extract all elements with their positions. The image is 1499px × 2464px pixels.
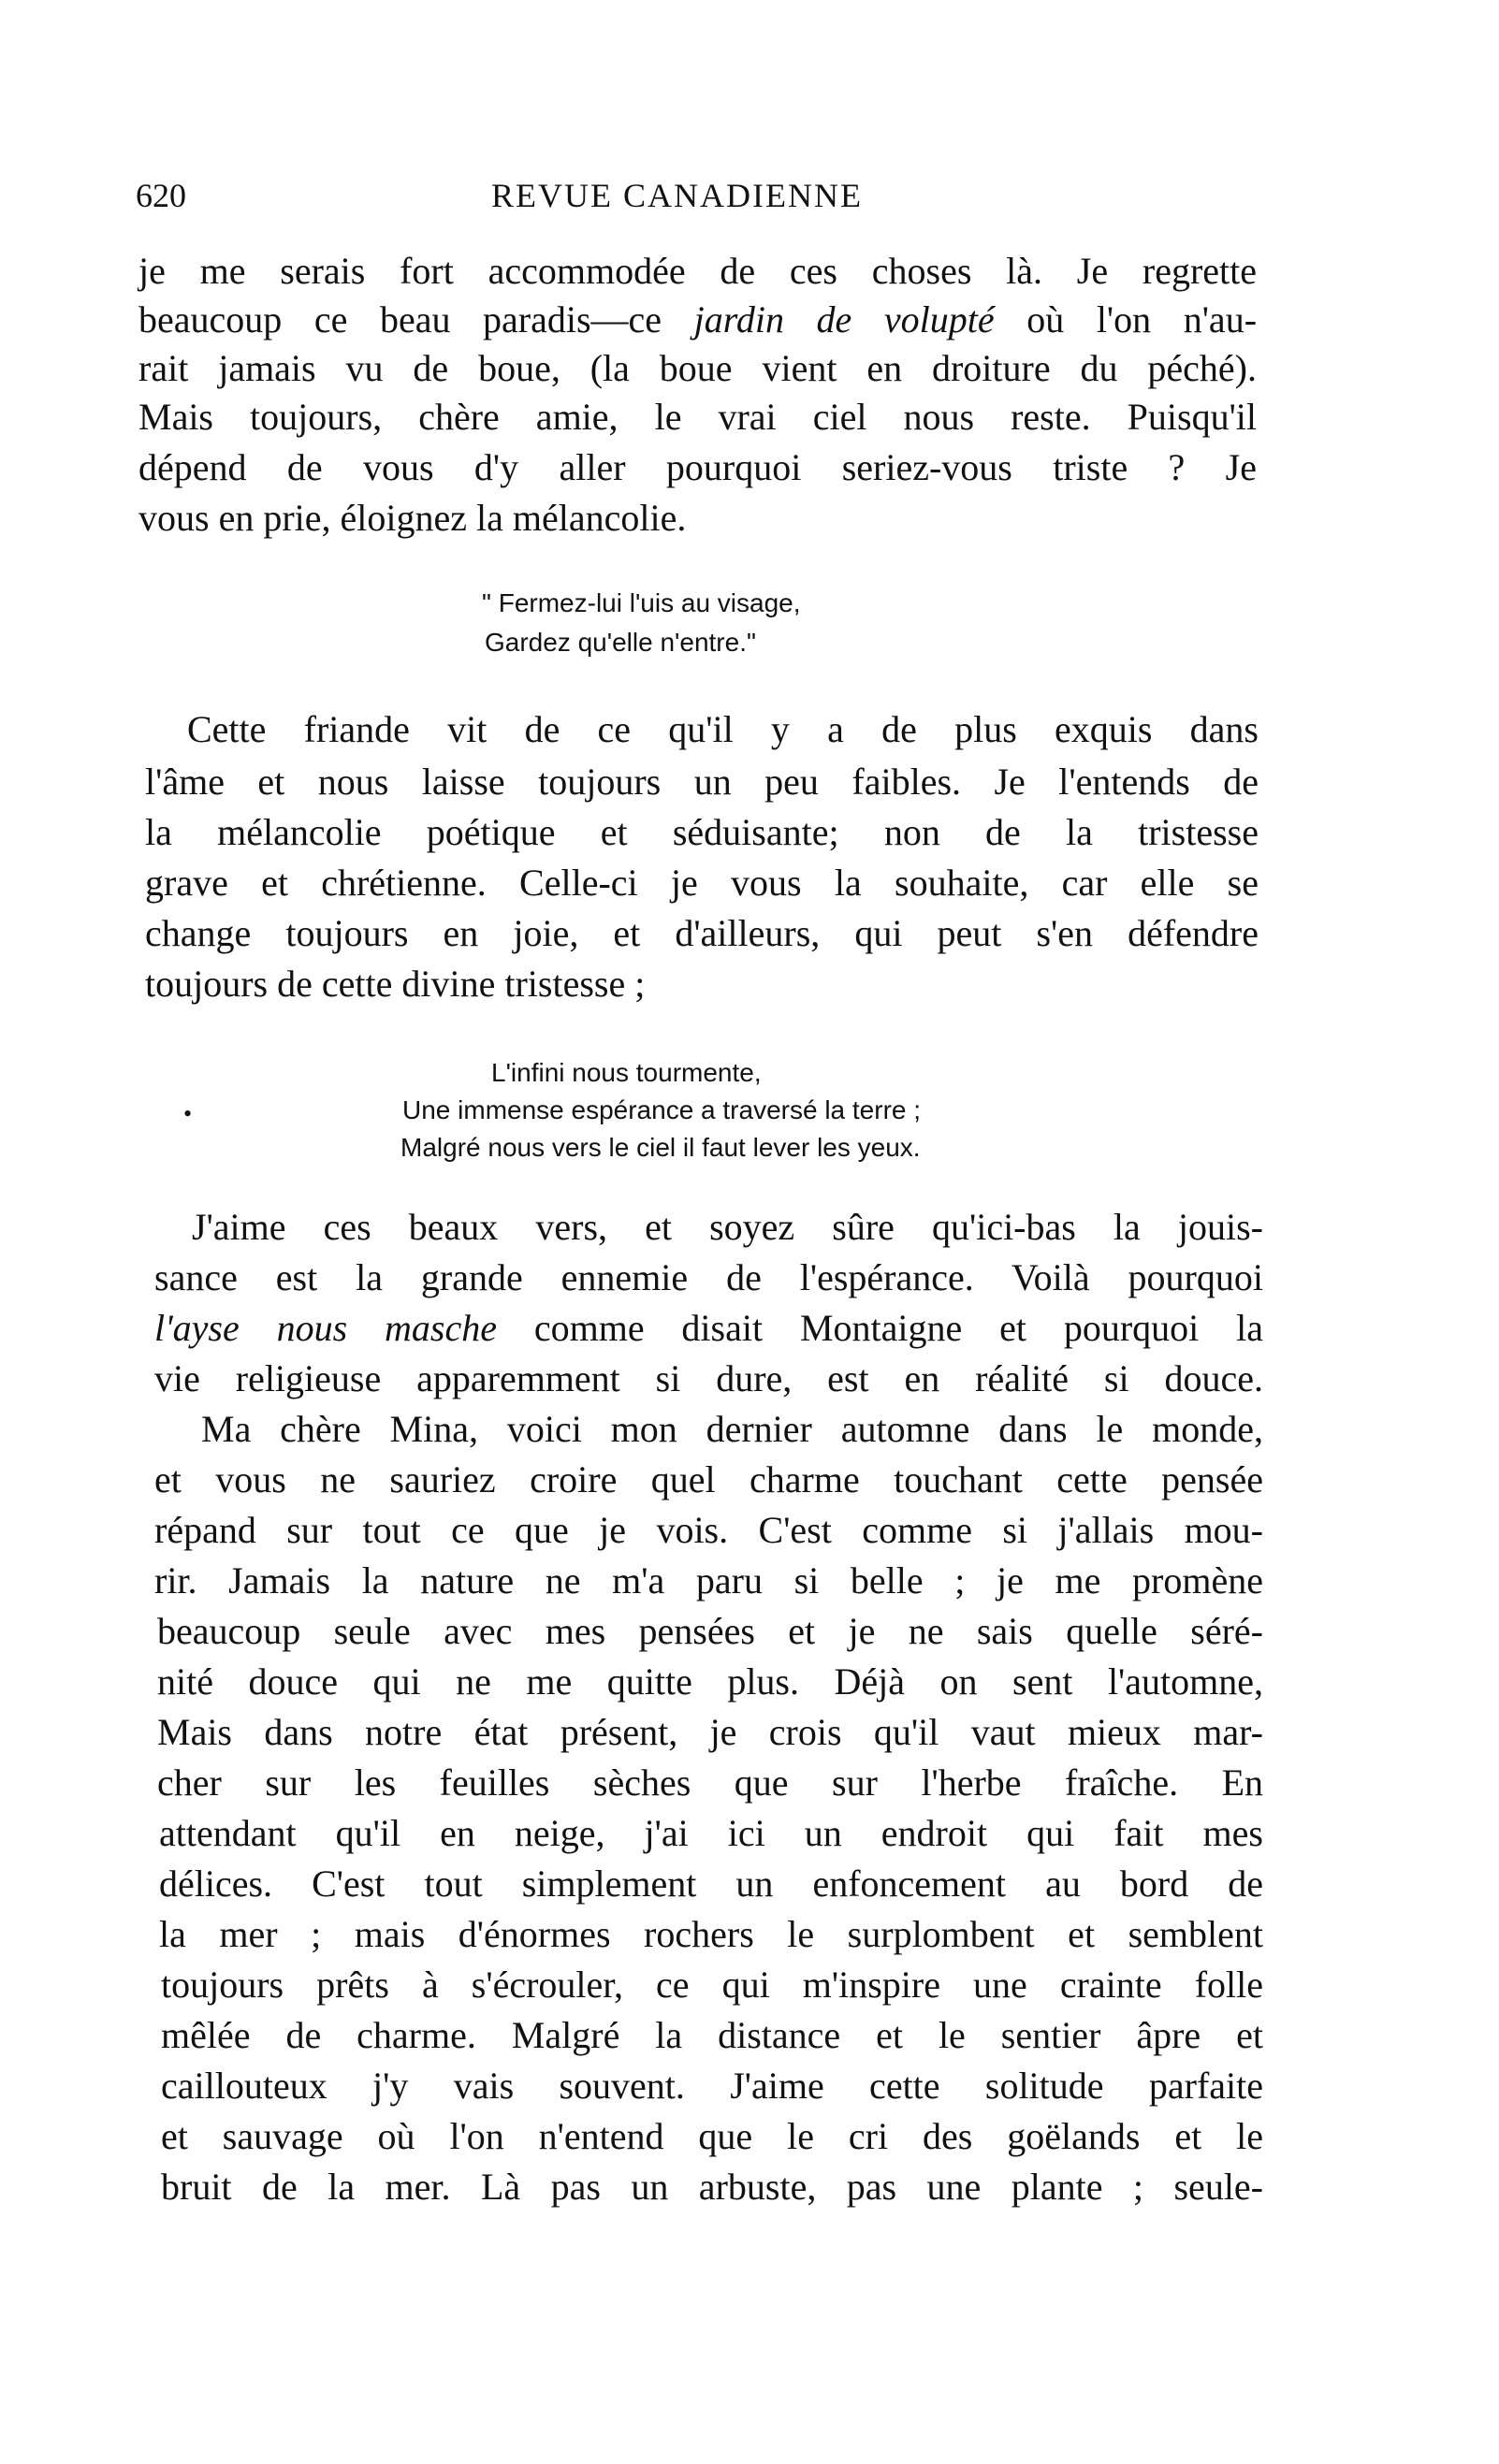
text-segment: beaucoup ce beau paradis—ce xyxy=(138,298,694,341)
text-line: l'âme et nous laisse toujours un peu faibles. Je l'entends de xyxy=(145,761,1259,803)
text-line: J'aime ces beaux vers, et soyez sûre qu'ici-bas la jouis- xyxy=(192,1206,1263,1248)
verse-line: Gardez qu'elle n'entre." xyxy=(485,628,756,657)
text-line: beaucoup seule avec mes pensées et je ne sais quelle séré- xyxy=(157,1610,1263,1652)
text-line: bruit de la mer. Là pas un arbuste, pas une plante ; seule- xyxy=(161,2166,1263,2208)
text-line: Ma chère Mina, voici mon dernier automne dans le monde, xyxy=(201,1408,1263,1450)
verse-line: L'infini nous tourmente, xyxy=(491,1058,762,1087)
text-line: vous en prie, éloignez la mélancolie. xyxy=(138,497,687,539)
text-line xyxy=(154,1304,1263,1353)
text-line: rait jamais vu de boue, (la boue vient en droiture du péché). xyxy=(138,347,1257,389)
running-head: REVUE CANADIENNE xyxy=(491,177,863,214)
text-line: Mais toujours, chère amie, le vrai ciel nous reste. Puisqu'il xyxy=(138,396,1257,438)
text-line: toujours de cette divine tristesse ; xyxy=(145,963,646,1005)
text-line: rir. Jamais la nature ne m'a paru si belle ; je me promène xyxy=(154,1559,1263,1602)
page-number: 620 xyxy=(136,177,186,214)
italic-phrase: jardin de volupté xyxy=(693,298,995,341)
text-line: dépend de vous d'y aller pourquoi seriez-vous triste ? Je xyxy=(138,446,1257,488)
text-line: cher sur les feuilles sèches que sur l'herbe fraîche. En xyxy=(157,1761,1263,1804)
verse-line: " Fermez-lui l'uis au visage, xyxy=(482,588,801,617)
text-line: mêlée de charme. Malgré la distance et le sentier âpre et xyxy=(161,2014,1263,2056)
text-line: vie religieuse apparemment si dure, est en réalité si douce. xyxy=(154,1357,1263,1399)
text-line: Cette friande vit de ce qu'il y a de plus exquis dans xyxy=(187,708,1259,750)
italic-phrase: l'ayse nous masche xyxy=(154,1307,497,1349)
text-line: attendant qu'il en neige, j'ai ici un endroit qui fait mes xyxy=(159,1812,1263,1854)
text-line: et sauvage où l'on n'entend que le cri des goëlands et le xyxy=(161,2115,1263,2157)
bullet-mark-icon: • xyxy=(183,1100,193,1127)
verse-line: Malgré nous vers le ciel il faut lever les yeux. xyxy=(400,1133,921,1162)
text-line: caillouteux j'y vais souvent. J'aime cette solitude parfaite xyxy=(161,2065,1263,2107)
text-line xyxy=(138,296,1257,344)
text-line: nité douce qui ne me quitte plus. Déjà on sent l'automne, xyxy=(157,1660,1263,1703)
page-header xyxy=(136,176,1259,232)
text-line: grave et chrétienne. Celle-ci je vous la souhaite, car elle se xyxy=(145,862,1259,904)
text-line: toujours prêts à s'écrouler, ce qui m'inspire une crainte folle xyxy=(161,1964,1263,2006)
verse-line: Une immense espérance a traversé la terre ; xyxy=(402,1095,922,1124)
text-line: la mer ; mais d'énormes rochers le surplombent et semblent xyxy=(159,1913,1263,1955)
text-line: Mais dans notre état présent, je crois qu'il vaut mieux mar- xyxy=(157,1711,1263,1753)
text-line: sance est la grande ennemie de l'espérance. Voilà pourquoi xyxy=(154,1256,1263,1298)
text-line: la mélancolie poétique et séduisante; non de la tristesse xyxy=(145,811,1259,853)
text-line: change toujours en joie, et d'ailleurs, qui peut s'en défendre xyxy=(145,912,1259,954)
text-segment: où l'on n'au- xyxy=(994,298,1258,341)
text-line: répand sur tout ce que je vois. C'est comme si j'allais mou- xyxy=(154,1509,1263,1551)
text-segment: comme disait Montaigne et pourquoi la xyxy=(496,1307,1263,1349)
text-line: je me serais fort accommodée de ces choses là. Je regrette xyxy=(138,250,1257,292)
text-line: et vous ne sauriez croire quel charme touchant cette pensée xyxy=(154,1458,1263,1500)
text-line: délices. C'est tout simplement un enfoncement au bord de xyxy=(159,1862,1263,1905)
